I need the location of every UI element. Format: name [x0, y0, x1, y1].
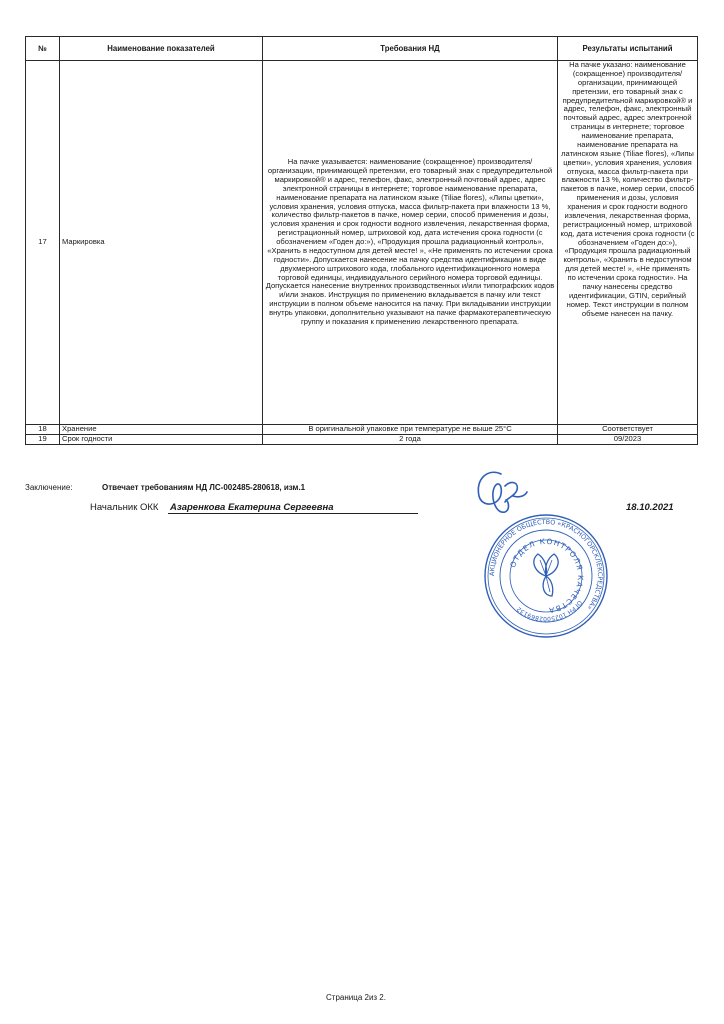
header-requirements: Требования НД — [263, 37, 558, 61]
row-num: 19 — [26, 435, 60, 445]
signoff-date: 18.10.2021 — [626, 502, 674, 513]
row-name: Хранение — [60, 425, 263, 435]
stamp-ogrn-text: ОГРН 1025002869132 — [515, 598, 584, 623]
results-table — [25, 36, 698, 445]
conclusion-text: Отвечает требованиям НД ЛС-002485-280618, изм.1 — [102, 483, 306, 492]
row-requirements: 2 года — [263, 435, 558, 445]
row-num: 17 — [26, 61, 60, 425]
signoff-role: Начальник ОКК — [90, 502, 159, 513]
leaf-icon — [534, 554, 558, 596]
stamp-inner-text: ОТДЕЛ КОНТРОЛЯ КАЧЕСТВА — [508, 536, 586, 616]
row-requirements: На пачке указывается: наименование (сокращенное) производителя/организации, принимающей претензии, его товарный знак с предупредительной маркировкой® и адрес, телефон, факс, электронный почтовый адрес, адрес электронной страницы в интернете; торговое наименование препарата, наименование препарата на латинском языке (Tiliae flores), «Липы цветки», условия хранения, условия отпуска, масса фильтр-пакета при влажности 13 %, количество фильтр-пакетов в пачке, номер серии, способ применения и дозы, условия хранения и срок годности водного извлечения, лекарственная форма, регистрационный номер, штриховой код, дата истечения срока годности (с обозначением «Годен до:»), «Продукция прошла радиационный контроль», «Хранить в недоступном для детей месте! », «Не применять по истечении срока годности». Допускается нанесение на пачку средства идентификации в виде двухмерного штрихового кода, глобального идентификационного номера торговой единицы, индивидуального серийного номера торговой единицы. Допускается нанесение внутренних производственных и/или типографских кодов и/или знаков. Инструкция по применению вкладывается в пачку или текст инструкции в полном объеме наносится на пачку. При вкладывании инструкции внутрь упаковки, дополнительно указывают на пачке фармакотерапевтическую группу и показания к применению лекарственного препарата. — [263, 61, 558, 425]
signoff-person: Азаренкова Екатерина Сергеевна — [168, 502, 418, 514]
row-results: Соответствует — [558, 425, 698, 435]
conclusion-label: Заключение: — [25, 483, 73, 492]
table-row — [26, 61, 698, 425]
conclusion — [25, 483, 305, 492]
row-num: 18 — [26, 425, 60, 435]
row-requirements: В оригинальной упаковке при температуре не выше 25°С — [263, 425, 558, 435]
row-results: На пачке указано: наименование (сокращенное) производителя/организации, принимающей претензии, его товарный знак с предупредительной маркировкой® и адрес, телефон, факс, электронный почтовый адрес, адрес электронной страницы в интернете; торговое наименование препарата, наименование препарата на латинском языке (Tiliae flores), «Липы цветки», условия хранения, условия отпуска, масса фильтр-пакета при влажности 13 %, количество фильтр-пакетов в пачке, номер серии, способ применения и дозы, условия хранения и срок годности водного извлечения, лекарственная форма, регистрационный номер, штриховой код, дата истечения срока годности (с обозначением «Годен до:»), «Продукция прошла радиационный контроль», «Хранить в недоступном для детей месте! », «Не применять по истечении срока годности». На пачку нанесены средство идентификации, GTIN, серийный номер. Текст инструкции в полном объеме нанесен на пачку. — [558, 61, 698, 425]
table-header-row — [26, 37, 698, 61]
row-results: 09/2023 — [558, 435, 698, 445]
row-name: Срок годности — [60, 435, 263, 445]
company-stamp — [482, 512, 610, 640]
stamp-outer-text: АКЦИОНЕРНОЕ ОБЩЕСТВО «КРАСНОГОРСКЛЕКСРЕДСТВА» — [487, 517, 605, 612]
table-row — [26, 425, 698, 435]
row-name: Маркировка — [60, 61, 263, 425]
page-footer: Страница 2из 2. — [326, 993, 386, 1002]
header-results: Результаты испытаний — [558, 37, 698, 61]
table-row — [26, 435, 698, 445]
header-num: № — [26, 37, 60, 61]
header-name: Наименование показателей — [60, 37, 263, 61]
